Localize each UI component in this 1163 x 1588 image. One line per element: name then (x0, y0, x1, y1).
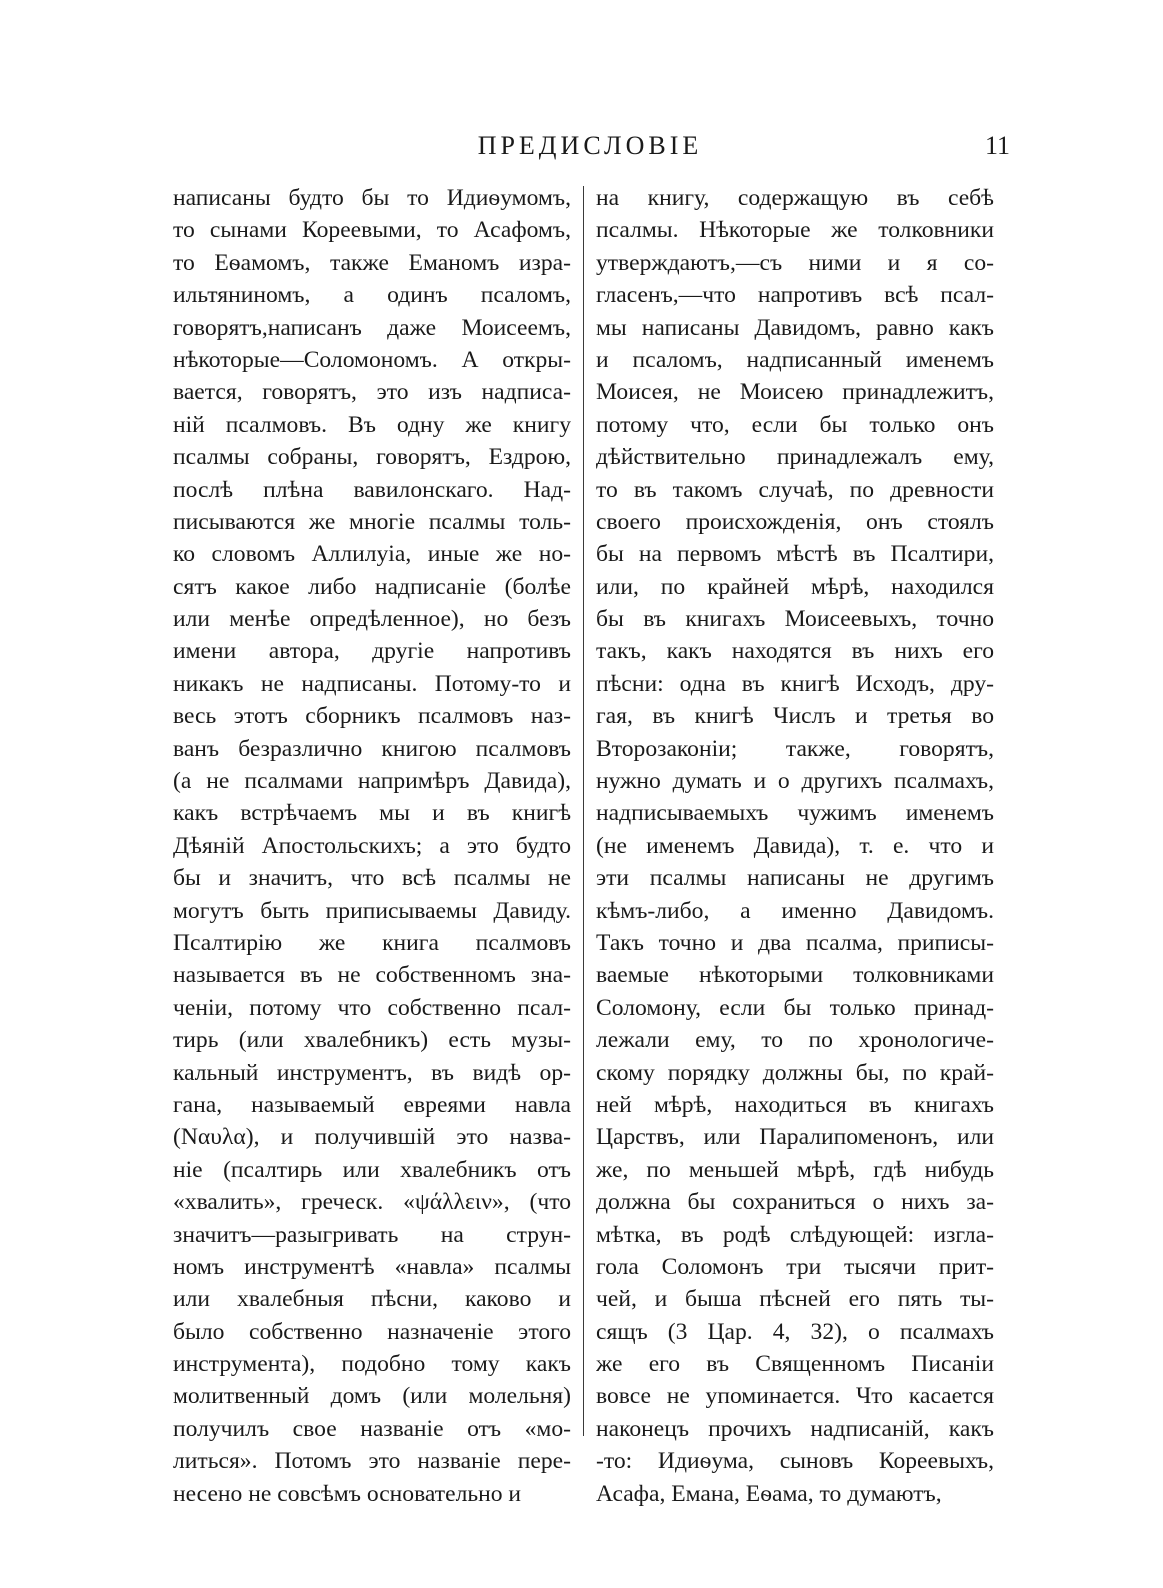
text-line: ко словомъ Аллилуіа, иные же но- (173, 541, 571, 568)
text-line: надписываемыхъ чужимъ именемъ (596, 800, 994, 827)
text-line: (не именемъ Давида), т. е. что и (596, 832, 994, 859)
text-line: же его въ Священномъ Писаніи (596, 1351, 994, 1378)
text-line: тирь (или хвалебникъ) есть музы- (173, 1027, 571, 1054)
text-line: на книгу, содержащую въ себѣ (596, 185, 994, 211)
text-line: ней мѣрѣ, находиться въ книгахъ (596, 1091, 994, 1118)
text-line: литься». Потомъ это названіе пере- (173, 1448, 571, 1475)
text-line: послѣ плѣна вавилонскаго. Над- (173, 476, 571, 503)
text-line: писываются же многіе псалмы толь- (173, 508, 571, 535)
text-line: лежали ему, то по хронологиче- (596, 1027, 994, 1054)
text-line: или менѣе опредѣленное), но безъ (173, 606, 571, 633)
text-line: (а не псалмами напримѣръ Давида), (173, 768, 571, 795)
text-line: имени автора, другіе напротивъ (173, 638, 571, 665)
text-line: молитвенный домъ (или молельня) (173, 1383, 571, 1410)
text-line: эти псалмы написаны не другимъ (596, 865, 994, 892)
text-line: -то: Идиѳума, сыновъ Кореевыхъ, (596, 1448, 994, 1475)
text-line: ніе (псалтирь или хвалебникъ отъ (173, 1156, 571, 1183)
text-line: кѣмъ-либо, а именно Давидомъ. (596, 897, 994, 924)
text-line: гола Соломонъ три тысячи прит- (596, 1253, 994, 1280)
text-line: утверждаютъ,—съ ними и я со- (596, 249, 994, 276)
text-line: могутъ быть приписываемы Давиду. (173, 897, 571, 924)
text-line: номъ инструментѣ «навла» псалмы (173, 1253, 571, 1280)
text-line: написаны будто бы то Идиѳумомъ, (173, 185, 571, 211)
text-line: Соломону, если бы только принад- (596, 994, 994, 1021)
text-line: вается, говорятъ, это изъ надписа- (173, 379, 571, 406)
text-line: Дѣяній Апостольскихъ; а это будто (173, 832, 571, 859)
text-line: гана, называемый евреями навла (173, 1091, 571, 1118)
text-line: мѣтка, въ родѣ слѣдующей: изгла- (596, 1221, 994, 1248)
text-line: дѣйствительно принадлежалъ ему, (596, 444, 994, 471)
text-line: ченіи, потому что собственно псал- (173, 994, 571, 1021)
text-line: ній псалмовъ. Въ одну же книгу (173, 411, 571, 438)
text-line: своего происхожденія, онъ стоялъ (596, 508, 994, 535)
text-line: гая, въ книгѣ Числъ и третья во (596, 703, 994, 730)
text-line: (Ναυλα), и получившій это назва- (173, 1124, 571, 1151)
text-line: несено не совсѣмъ основательно и (173, 1480, 522, 1507)
text-line: псалмы. Нѣкоторые же толковники (596, 217, 994, 244)
text-line: то въ такомъ случаѣ, по древности (596, 476, 994, 503)
text-line: Моисея, не Моисею принадлежитъ, (596, 379, 994, 406)
page-number: 11 (984, 131, 1010, 160)
text-line: «хвалить», греческ. «ψάλλειν», (что (173, 1189, 571, 1216)
text-line: сящъ (3 Цар. 4, 32), о псалмахъ (596, 1318, 994, 1345)
text-line: бы въ книгахъ Моисеевыхъ, точно (596, 606, 994, 633)
text-line: или хвалебныя пѣсни, каково и (173, 1286, 571, 1313)
text-line: нужно думать и о другихъ псалмахъ, (596, 768, 994, 795)
text-line: Второзаконіи; также, говорятъ, (596, 735, 994, 762)
text-line: должна бы сохраниться о нихъ за- (596, 1189, 994, 1216)
text-line: потому что, если бы только онъ (596, 411, 994, 438)
text-line: ванъ безразлично книгою псалмовъ (173, 735, 571, 762)
text-line: бы на первомъ мѣстѣ въ Псалтири, (596, 541, 994, 568)
text-line: Такъ точно и два псалма, приписы- (596, 929, 994, 956)
text-line: было собственно назначеніе этого (173, 1318, 571, 1345)
text-line: наконецъ прочихъ надписаній, какъ (596, 1415, 994, 1442)
text-line: сятъ какое либо надписаніе (болѣе (173, 573, 571, 600)
text-line: бы и значитъ, что всѣ псалмы не (173, 865, 571, 892)
text-line: то сынами Кореевыми, то Асафомъ, (173, 217, 571, 244)
text-line: значитъ—разыгривать на струн- (173, 1221, 571, 1248)
text-line: скому порядку должны бы, по край- (596, 1059, 994, 1086)
text-line: никакъ не надписаны. Потому-то и (173, 670, 571, 697)
text-column-left (173, 182, 571, 1510)
text-line: вовсе не упоминается. Что касается (596, 1383, 994, 1410)
text-line: или, по крайней мѣрѣ, находился (596, 573, 994, 600)
text-line: ильтяниномъ, а одинъ псаломъ, (173, 282, 571, 309)
text-line: весь этотъ сборникъ псалмовъ наз- (173, 703, 571, 730)
text-line: такъ, какъ находятся въ нихъ его (596, 638, 994, 665)
text-line: получилъ свое названіе отъ «мо- (173, 1415, 571, 1442)
text-line: называется въ не собственномъ зна- (173, 962, 571, 989)
text-line: Псалтирію же книга псалмовъ (173, 929, 571, 956)
text-line: пѣсни: одна въ книгѣ Исходъ, дру- (596, 670, 994, 697)
text-line: то Еѳамомъ, также Еманомъ изра- (173, 249, 571, 276)
text-line: псалмы собраны, говорятъ, Ездрою, (173, 444, 571, 471)
text-line: гласенъ,—что напротивъ всѣ псал- (596, 282, 994, 309)
running-head (170, 130, 1010, 170)
text-line: кальный инструментъ, въ видѣ ор- (173, 1059, 571, 1086)
text-line: Асафа, Емана, Еѳама, то думаютъ, (596, 1480, 942, 1507)
text-line: и псаломъ, надписанный именемъ (596, 346, 994, 373)
text-line: говорятъ,написанъ даже Моисеемъ, (173, 314, 571, 341)
text-line: нѣкоторые—Соломономъ. А откры- (173, 346, 571, 373)
text-line: же, по меньшей мѣрѣ, гдѣ нибудь (596, 1156, 994, 1183)
text-line: инструмента), подобно тому какъ (173, 1351, 571, 1378)
text-line: какъ встрѣчаемъ мы и въ книгѣ (173, 800, 571, 827)
text-column-right (596, 182, 994, 1510)
text-line: чей, и быша пѣсней его пять ты- (596, 1286, 994, 1313)
text-line: мы написаны Давидомъ, равно какъ (596, 314, 994, 341)
text-line: ваемые нѣкоторыми толковниками (596, 962, 994, 989)
column-divider (583, 186, 584, 1436)
page-title: ПРЕДИСЛОВІЕ (477, 131, 703, 160)
text-line: Царствъ, или Паралипоменонъ, или (596, 1124, 994, 1151)
